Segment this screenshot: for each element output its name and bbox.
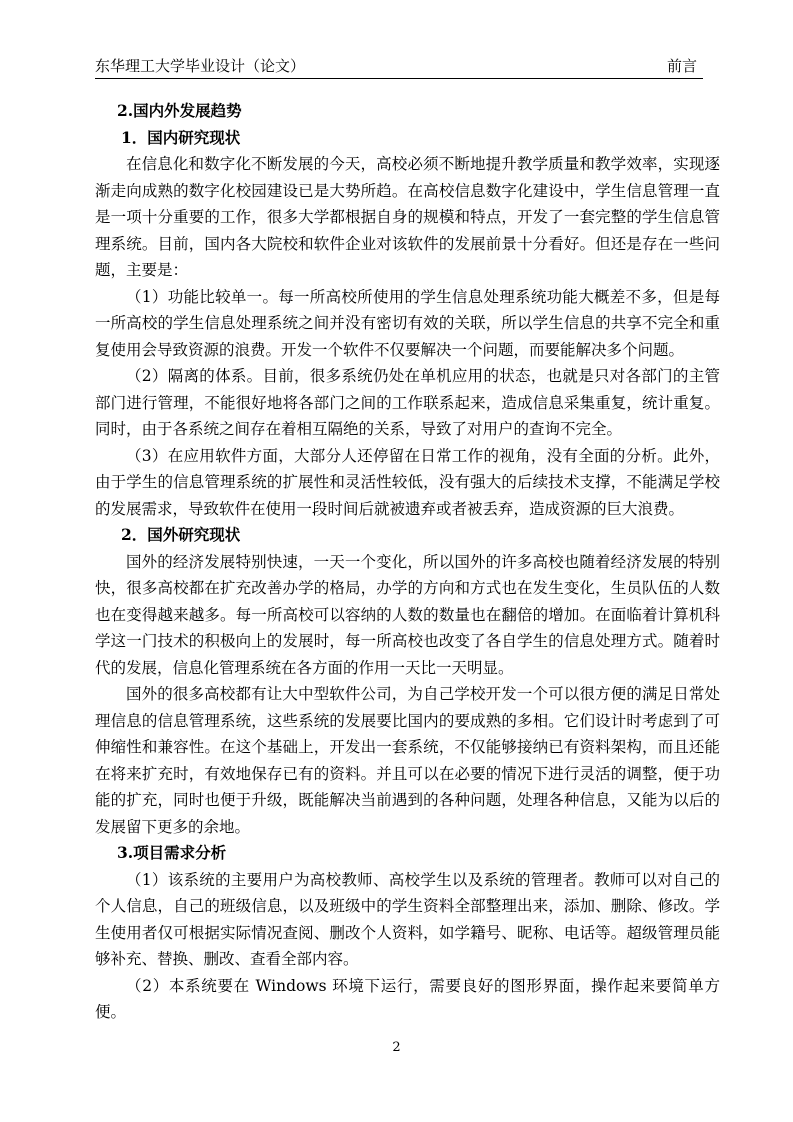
requirements-paragraph-2: （2）本系统要在 Windows 环境下运行，需要良好的图形界面，操作起来要简单方便。: [95, 976, 720, 1021]
section-2-heading: 2.国内外发展趋势: [117, 101, 242, 120]
document-body: [95, 98, 720, 1026]
foreign-status-heading: 2．国外研究现状: [121, 525, 241, 544]
foreign-paragraph-1: 国外的经济发展特别快速，一天一个变化，所以国外的许多高校也随着经济发展的特别快，很多高校都在扩充改善办学的格局，办学的方向和方式也在发生变化，生员队伍的人数也在变得越来越多。每一所高校可以容纳的人数的数量也在翻倍的增加。在面临着计算机科学这一门技术的积极向上的发展时，每一所高校也改变了各自学生的信息处理方式。随着时代的发展，信息化管理系统在各方面的作用一天比一天明显。: [95, 552, 720, 677]
page-number: 2: [392, 1040, 401, 1055]
foreign-paragraph-2: 国外的很多高校都有让大中型软件公司，为自己学校开发一个可以很方便的满足日常处理信息的信息管理系统，这些系统的发展要比国内的要成熟的多相。它们设计时考虑到了可伸缩性和兼容性。在这个基础上，开发出一套系统，不仅能够接纳已有资料架构，而且还能在将来扩充时，有效地保存已有的资料。并且可以在必要的情况下进行灵活的调整，便于功能的扩充，同时也便于升级，既能解决当前遇到的各种问题，处理各种信息，又能为以后的发展留下更多的余地。: [95, 685, 720, 836]
domestic-status-heading: 1．国内研究现状: [121, 127, 241, 147]
header-chapter-title: 前言: [666, 57, 697, 75]
domestic-point-3: （3）在应用软件方面，大部分人还停留在日常工作的视角，没有全面的分析。此外，由于学生的信息管理系统的扩展性和灵活性较低，没有强大的后续技术支撑，不能满足学校的发展需求，导致软件在使用一段时间后就被遗弃或者被丢弃，造成资源的巨大浪费。: [95, 446, 720, 518]
requirements-paragraph-1: （1）该系统的主要用户为高校教师、高校学生以及系统的管理者。教师可以对自己的个人信息，自己的班级信息，以及班级中的学生资料全部整理出来，添加、删除、修改。学生使用者仅可根据实际情况查阅、删改个人资料，如学籍号、昵称、电话等。超级管理员能够补充、替换、删改、查看全部内容。: [95, 870, 720, 968]
domestic-intro-paragraph: 在信息化和数字化不断发展的今天，高校必须不断地提升教学质量和教学效率，实现逐渐走向成熟的数字化校园建设已是大势所趋。在高校信息数字化建设中，学生信息管理一直是一项十分重要的工作，很多大学都根据自身的规模和特点，开发了一套完整的学生信息管理系统。目前，国内各大院校和软件企业对该软件的发展前景十分看好。但还是存在一些问题，主要是：: [95, 155, 720, 279]
header-school-title: 东华理工大学毕业设计（论文）: [95, 57, 306, 75]
domestic-point-2: （2）隔离的体系。目前，很多系统仍处在单机应用的状态，也就是只对各部门的主管部门进行管理，不能很好地将各部门之间的工作联系起来，造成信息采集重复，统计重复。同时，由于各系统之间存在着相互隔绝的关系，导致了对用户的查询不完全。: [95, 367, 720, 438]
page-header: [95, 54, 703, 79]
section-3-heading: 3.项目需求分析: [117, 843, 227, 862]
domestic-point-1: （1）功能比较单一。每一所高校所使用的学生信息处理系统功能大概差不多，但是每一所高校的学生信息处理系统之间并没有密切有效的关联，所以学生信息的共享不完全和重复使用会导致资源的浪费。开发一个软件不仅要解决一个问题，而要能解决多个问题。: [95, 287, 720, 359]
